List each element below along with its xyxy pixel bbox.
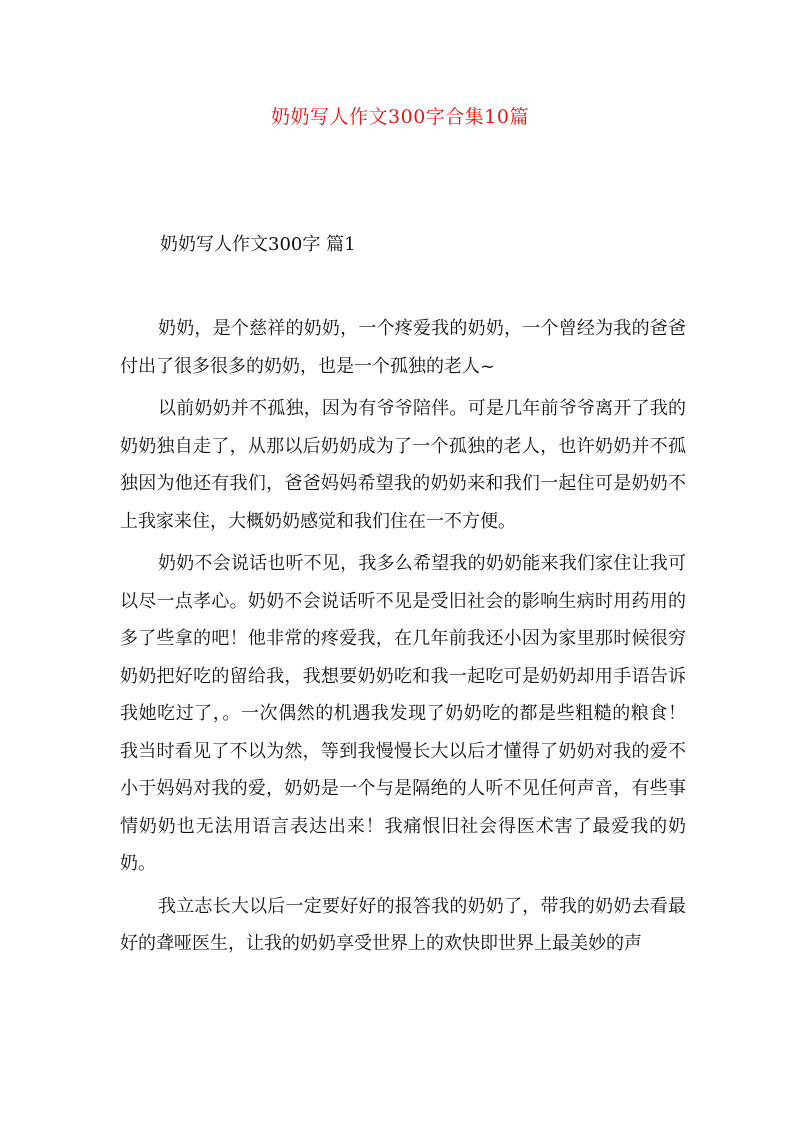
body-text — [120, 310, 686, 968]
paragraph: 奶奶，是个慈祥的奶奶，一个疼爱我的奶奶，一个曾经为我的爸爸付出了很多很多的奶奶，也是一个孤独的老人~ — [120, 318, 686, 377]
document-title: 奶奶写人作文300字合集10篇 — [271, 106, 529, 128]
paragraph: 我立志长大以后一定要好好的报答我的奶奶了，带我的奶奶去看最好的聋哑医生，让我的奶奶享受世界上的欢快即世界上最美妙的声 — [120, 895, 686, 954]
paragraph: 以前奶奶并不孤独，因为有爷爷陪伴。可是几年前爷爷离开了我的奶奶独自走了，从那以后奶奶成为了一个孤独的老人，也许奶奶并不孤独因为他还有我们，爸爸妈妈希望我的奶奶来和我们一起住可是奶奶不上我家来住，大概奶奶感觉和我们住在一不方便。 — [120, 398, 686, 532]
paragraph: 奶奶不会说话也听不见，我多么希望我的奶奶能来我们家住让我可以尽一点孝心。奶奶不会说话听不见是受旧社会的影响生病时用药用的多了些拿的吧！他非常的疼爱我，在几年前我还小因为家里那时候很穷奶奶把好吃的留给我，我想要奶奶吃和我一起吃可是奶奶却用手语告诉我她吃过了，。一次偶然的机遇我发现了奶奶吃的都是些粗糙的粮食！我当时看见了不以为然，等到我慢慢长大以后才懂得了奶奶对我的爱不小于妈妈对我的爱，奶奶是一个与是隔绝的人听不见任何声音，有些事情奶奶也无法用语言表达出来！我痛恨旧社会得医术害了最爱我的奶奶。 — [120, 553, 686, 874]
section-heading: 奶奶写人作文300字 篇1 — [160, 234, 356, 255]
